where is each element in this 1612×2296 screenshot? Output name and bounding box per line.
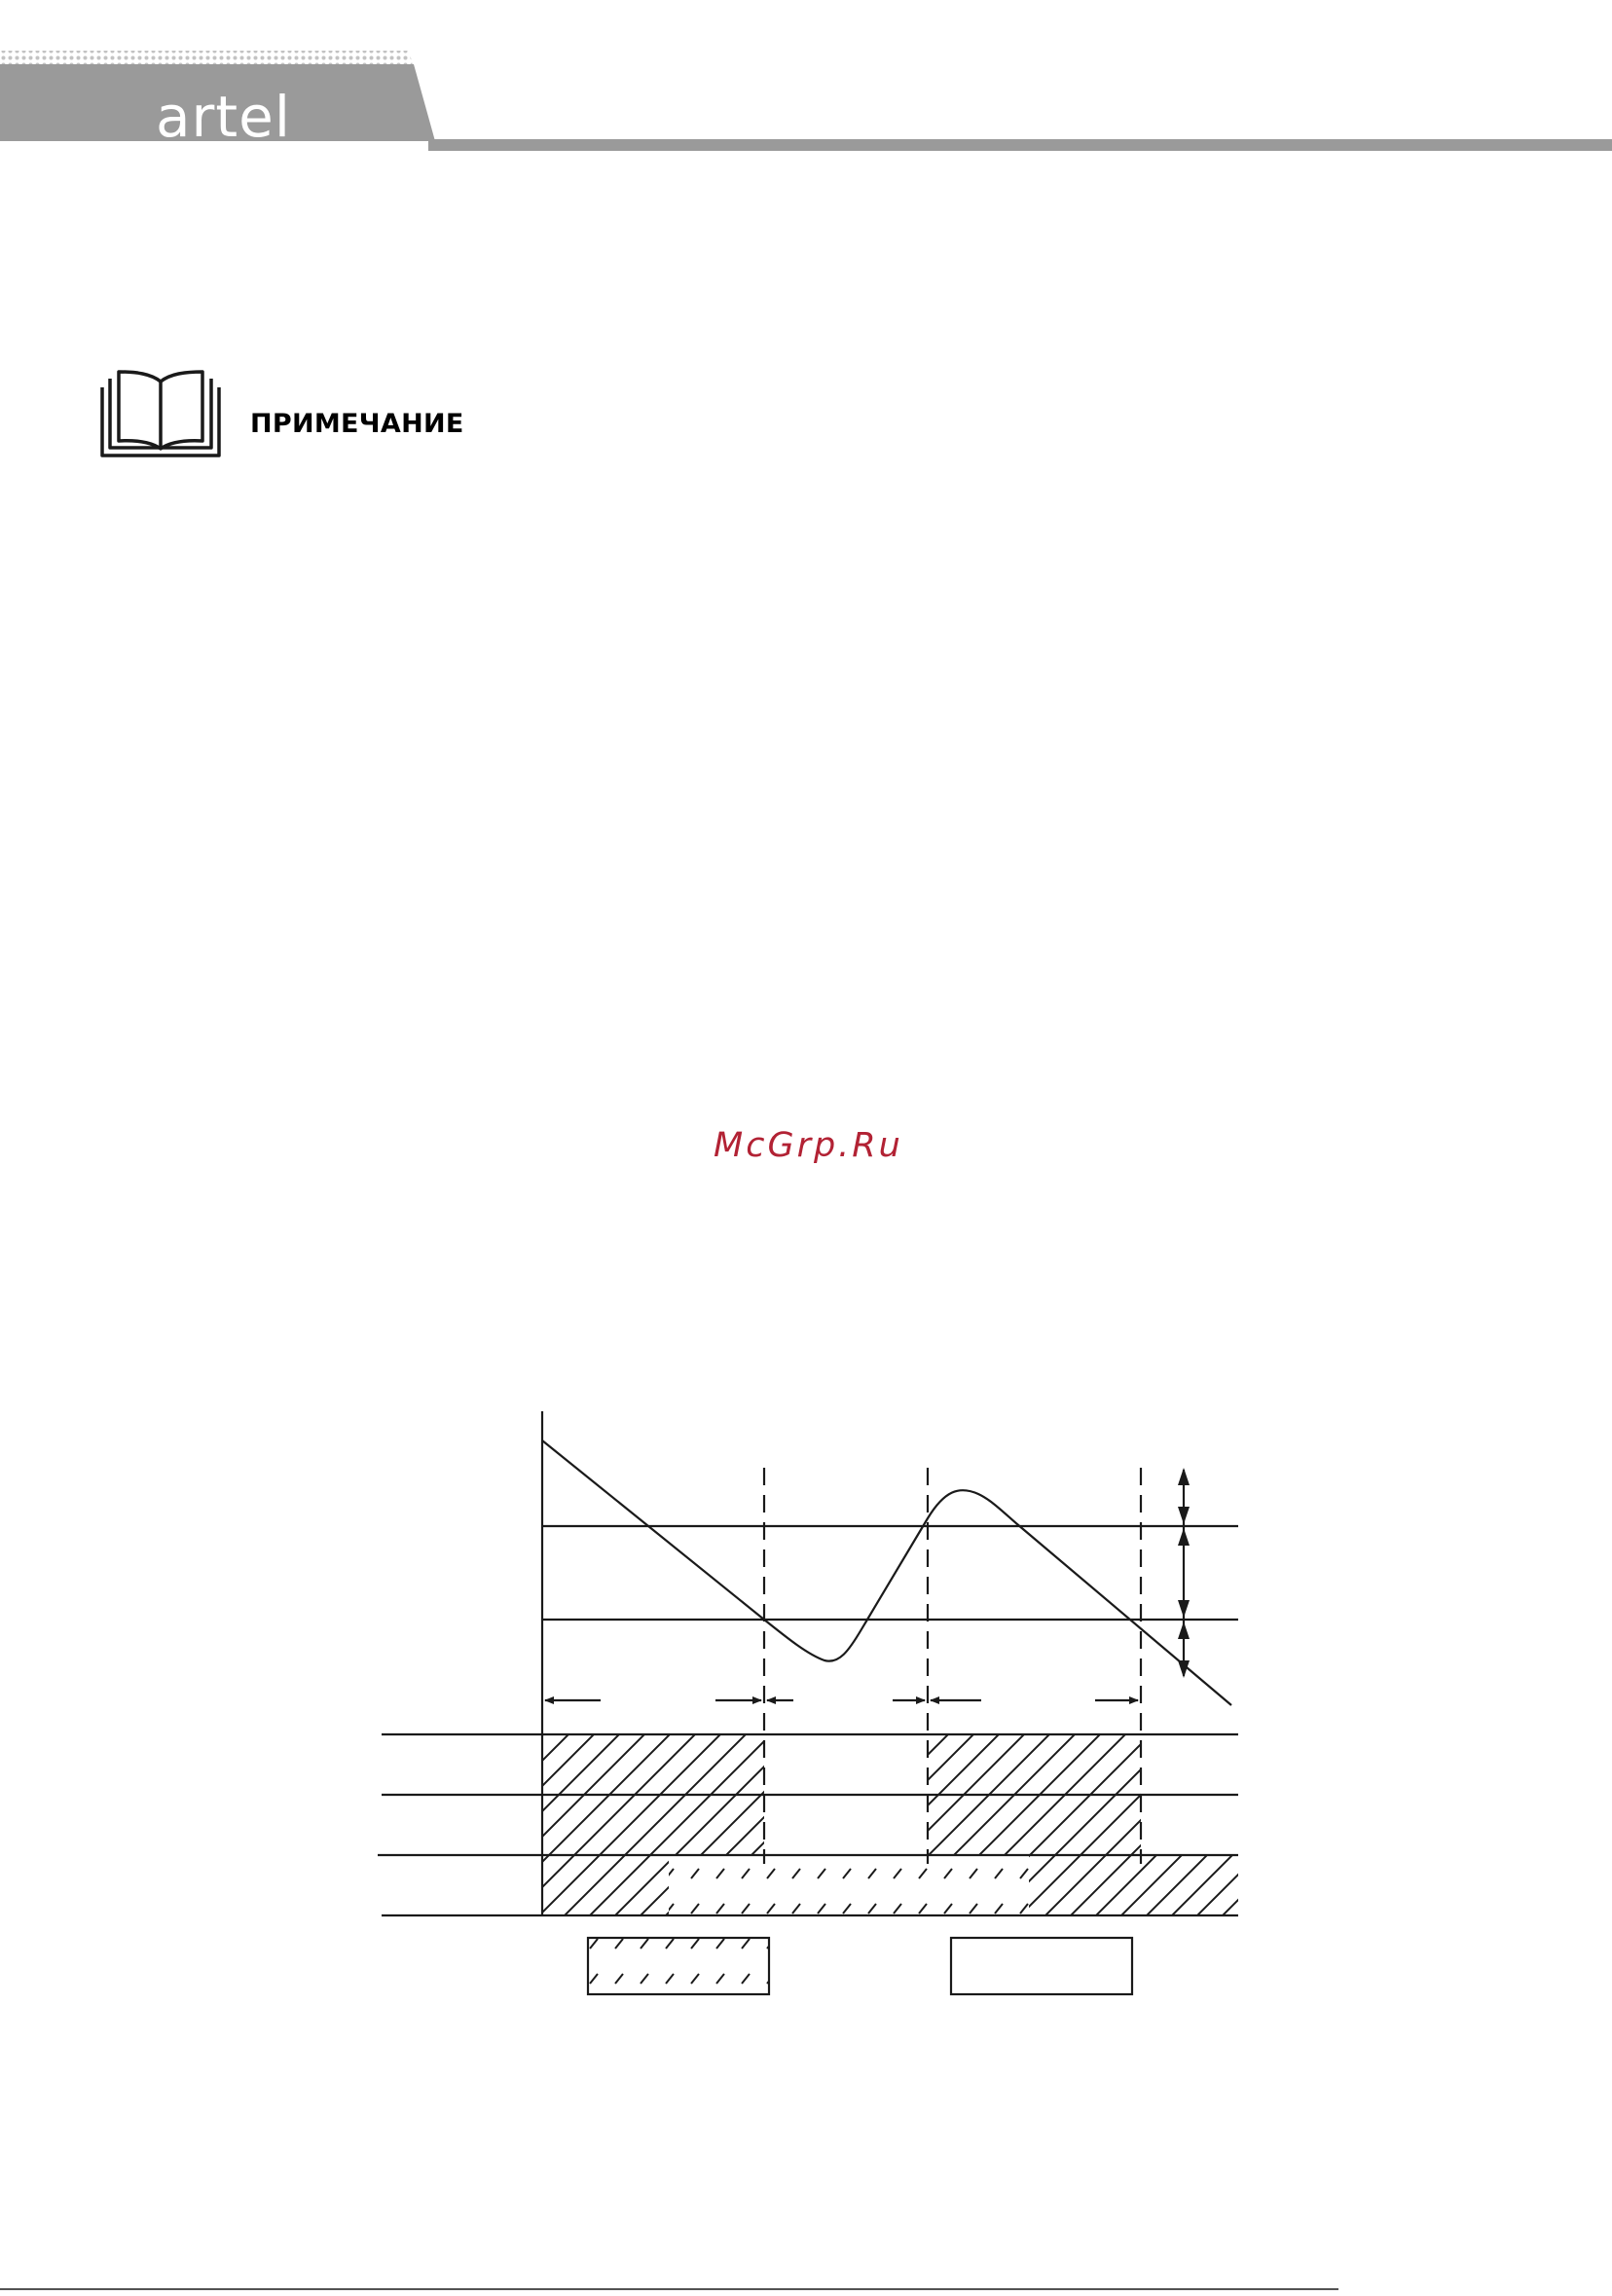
brand-logo: artel [156, 84, 291, 150]
legend-box-hatched [588, 1938, 769, 1994]
temperature-curve [542, 1440, 1231, 1705]
watermark: McGrp.Ru [714, 1126, 903, 1165]
note-label: ПРИМЕЧАНИЕ [250, 409, 464, 439]
hatched-block-1 [542, 1734, 764, 1855]
hatched-row-right [1029, 1855, 1238, 1915]
legend-box-empty [951, 1938, 1132, 1994]
hatched-row-left [542, 1855, 669, 1915]
hatched-row-mid [669, 1855, 1029, 1915]
hatched-block-2 [928, 1734, 1141, 1855]
